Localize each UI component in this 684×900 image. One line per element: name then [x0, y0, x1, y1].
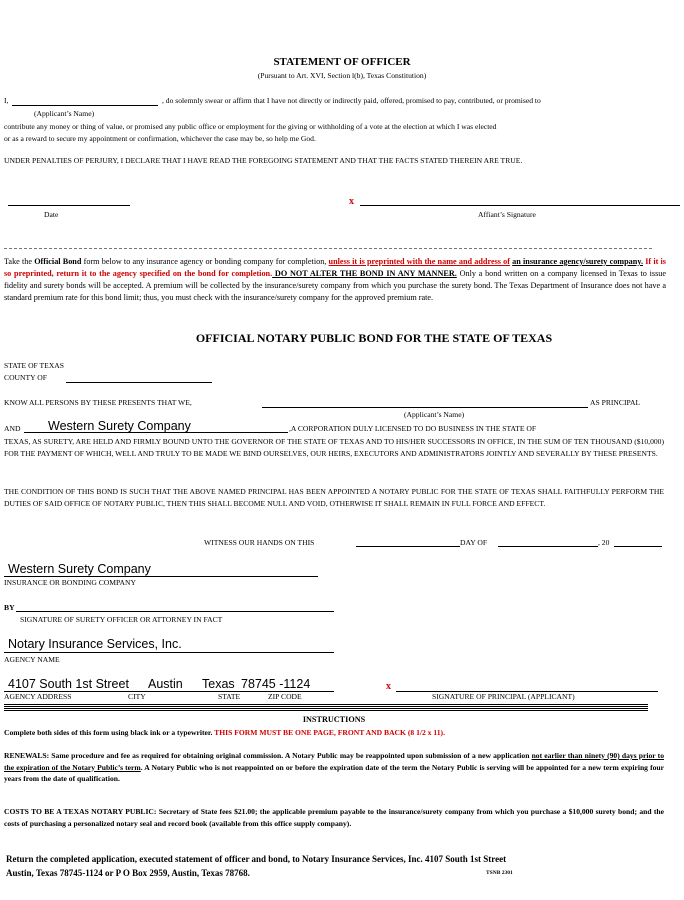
- section-divider: [4, 704, 648, 707]
- by-label: BY: [4, 603, 15, 612]
- surety-signature-label: SIGNATURE OF SURETY OFFICER OR ATTORNEY IN FACT: [20, 615, 223, 624]
- surety-company-name: Western Surety Company: [48, 419, 191, 433]
- renewals-paragraph: RENEWALS: Same procedure and fee as required for obtaining original commission. A Notary Public may be reappointed upon submission of a new application not earlier than ninety (90) days prior to the expiration of the Notary Public’s term. A Notary Public who is not reappointed on or before the expiration date of the term the Notary Public is serving will be appointed for a new term expiring four years from the date of qualification.: [4, 751, 664, 783]
- instructions-title: INSTRUCTIONS: [302, 715, 366, 724]
- affiant-signature-field[interactable]: [360, 205, 680, 206]
- insurer-label: INSURANCE OR BONDING COMPANY: [4, 578, 136, 587]
- statement-title: STATEMENT OF OFFICER: [273, 56, 411, 68]
- statement-subtitle: (Pursuant to Art. XVI, Section l(b), Texas Constitution): [257, 71, 427, 80]
- zip-label: ZIP CODE: [268, 692, 302, 701]
- affiant-signature-label: Affiant’s Signature: [478, 210, 536, 219]
- notice-paragraph: Take the Official Bond form below to any insurance agency or bonding company for completion, unless it is preprinted with the name and address of an insurance agency/surety company. If it is so preprinted, return it to the agency specified on the bond for completion. DO NOT ALTER THE BOND IN ANY MANNER. Only a bond written on a company licensed in Texas to issue fidelity and surety bonds will be accepted. A premium will be collected by the insurance/surety company from which you purchase the surety bond. The Texas Department of Insurance does not have a standard premium rate for this bond limit; thus, you must check with the insurance/surety company for the approved premium rate.: [4, 257, 666, 302]
- bond-condition-text: THE CONDITION OF THIS BOND IS SUCH THAT THE ABOVE NAMED PRINCIPAL HAS BEEN APPOINTED A NOTARY PUBLIC FOR THE STATE OF TEXAS SHALL FAITHFULLY PERFORM THE DUTIES OF SAID OFFICE OF NOTARY PUBLIC, THEN THIS SHALL BECOME NULL AND VOID, OTHERWISE IT SHALL REMAIN IN FULL FORCE AND EFFECT.: [4, 487, 664, 508]
- county-field[interactable]: [66, 382, 212, 383]
- and-label: AND: [4, 424, 21, 433]
- agency-state: Texas: [202, 677, 235, 691]
- witness-year-field[interactable]: [614, 546, 662, 547]
- witness-month-field[interactable]: [498, 546, 598, 547]
- as-principal: AS PRINCIPAL: [590, 398, 641, 407]
- know-all-persons: KNOW ALL PERSONS BY THESE PRESENTS THAT WE,: [4, 398, 192, 407]
- bond-obligation-text: TEXAS, AS SURETY, ARE HELD AND FIRMLY BOUND UNTO THE GOVERNOR OF THE STATE OF TEXAS AND TO HIS/HER SUCCESSORS IN OFFICE, IN THE SUM OF TEN THOUSAND ($10,000) FOR THE PAYMENT OF WHICH, WELL AND TRULY TO BE MADE WE BIND OURSELVES, OUR HEIRS, EXECUTORS AND ADMINISTRATORS JOINTLY AND SEVERALLY BY THESE PRESENTS.: [4, 437, 664, 458]
- county-of-label: COUNTY OF: [4, 373, 47, 382]
- agency-name-label: AGENCY NAME: [4, 655, 60, 664]
- form-code: TSNB 2301: [486, 870, 513, 876]
- oath-line-1: , do solemnly swear or affirm that I have not directly or indirectly paid, offered, promised to pay, contributed, or promised to: [162, 96, 541, 105]
- section-divider-2: [4, 708, 648, 711]
- day-of-label: DAY OF: [460, 538, 488, 547]
- oath-line-3: or as a reward to secure my appointment or confirmation, whichever the case may be, so help me God.: [4, 134, 316, 143]
- insurer-name: Western Surety Company: [8, 562, 151, 576]
- date-label: Date: [44, 210, 59, 219]
- corporation-clause: ,A CORPORATION DULY LICENSED TO DO BUSINESS IN THE STATE OF: [289, 424, 537, 433]
- year-label: , 20: [598, 538, 610, 547]
- principal-x-mark: x: [386, 681, 391, 692]
- agency-city: Austin: [148, 677, 183, 691]
- witness-day-field[interactable]: [356, 546, 460, 547]
- principal-name-field[interactable]: [262, 407, 588, 408]
- cut-line: [4, 248, 652, 249]
- city-label: CITY: [128, 692, 146, 701]
- bond-title: OFFICIAL NOTARY PUBLIC BOND FOR THE STATE OF TEXAS: [195, 331, 553, 345]
- agency-zip: 78745 -1124: [241, 677, 311, 691]
- surety-signature-field[interactable]: [16, 611, 334, 612]
- applicant-name-field[interactable]: [12, 105, 158, 106]
- perjury-statement: UNDER PENALTIES OF PERJURY, I DECLARE THAT I HAVE READ THE FOREGOING STATEMENT AND THAT THE FACTS STATED THEREIN ARE TRUE.: [4, 156, 523, 165]
- state-of-texas: STATE OF TEXAS: [4, 361, 65, 370]
- principal-signature-label: SIGNATURE OF PRINCIPAL (APPLICANT): [432, 692, 575, 701]
- applicant-name-label: (Applicant’s Name): [34, 109, 95, 118]
- return-line-2: Austin, Texas 78745-1124 or P O Box 2959, Austin, Texas 78768.: [6, 868, 250, 878]
- witness-label: WITNESS OUR HANDS ON THIS: [204, 538, 315, 547]
- state-label: STATE: [218, 692, 241, 701]
- instructions-complete: Complete both sides of this form using black ink or a typewriter. THIS FORM MUST BE ONE PAGE, FRONT AND BACK (8 1/2 x 11).: [4, 728, 445, 737]
- agency-name-field[interactable]: [4, 652, 334, 653]
- bond-applicant-name-label: (Applicant’s Name): [404, 410, 465, 419]
- return-line-1: Return the completed application, executed statement of officer and bond, to Notary Insurance Services, Inc. 4107 South 1st Street: [6, 854, 507, 864]
- oath-line-2: contribute any money or thing of value, or promised any public office or employment for the giving or withholding of a vote at the election at which I was elected: [4, 122, 497, 131]
- agency-address-label: AGENCY ADDRESS: [4, 692, 72, 701]
- affiant-x-mark: x: [349, 196, 354, 207]
- date-field[interactable]: [8, 205, 130, 206]
- agency-name: Notary Insurance Services, Inc.: [8, 637, 182, 651]
- insurer-field[interactable]: [4, 576, 318, 577]
- costs-paragraph: COSTS TO BE A TEXAS NOTARY PUBLIC: Secretary of State fees $21.00; the applicable premium payable to the insurance/surety company from which you purchase a $10,000 surety bond; and the costs of purchasing a personalized notary seal and record book (available from this office supply company).: [4, 807, 664, 828]
- oath-prefix: I,: [4, 96, 9, 105]
- agency-street: 4107 South 1st Street: [8, 677, 129, 691]
